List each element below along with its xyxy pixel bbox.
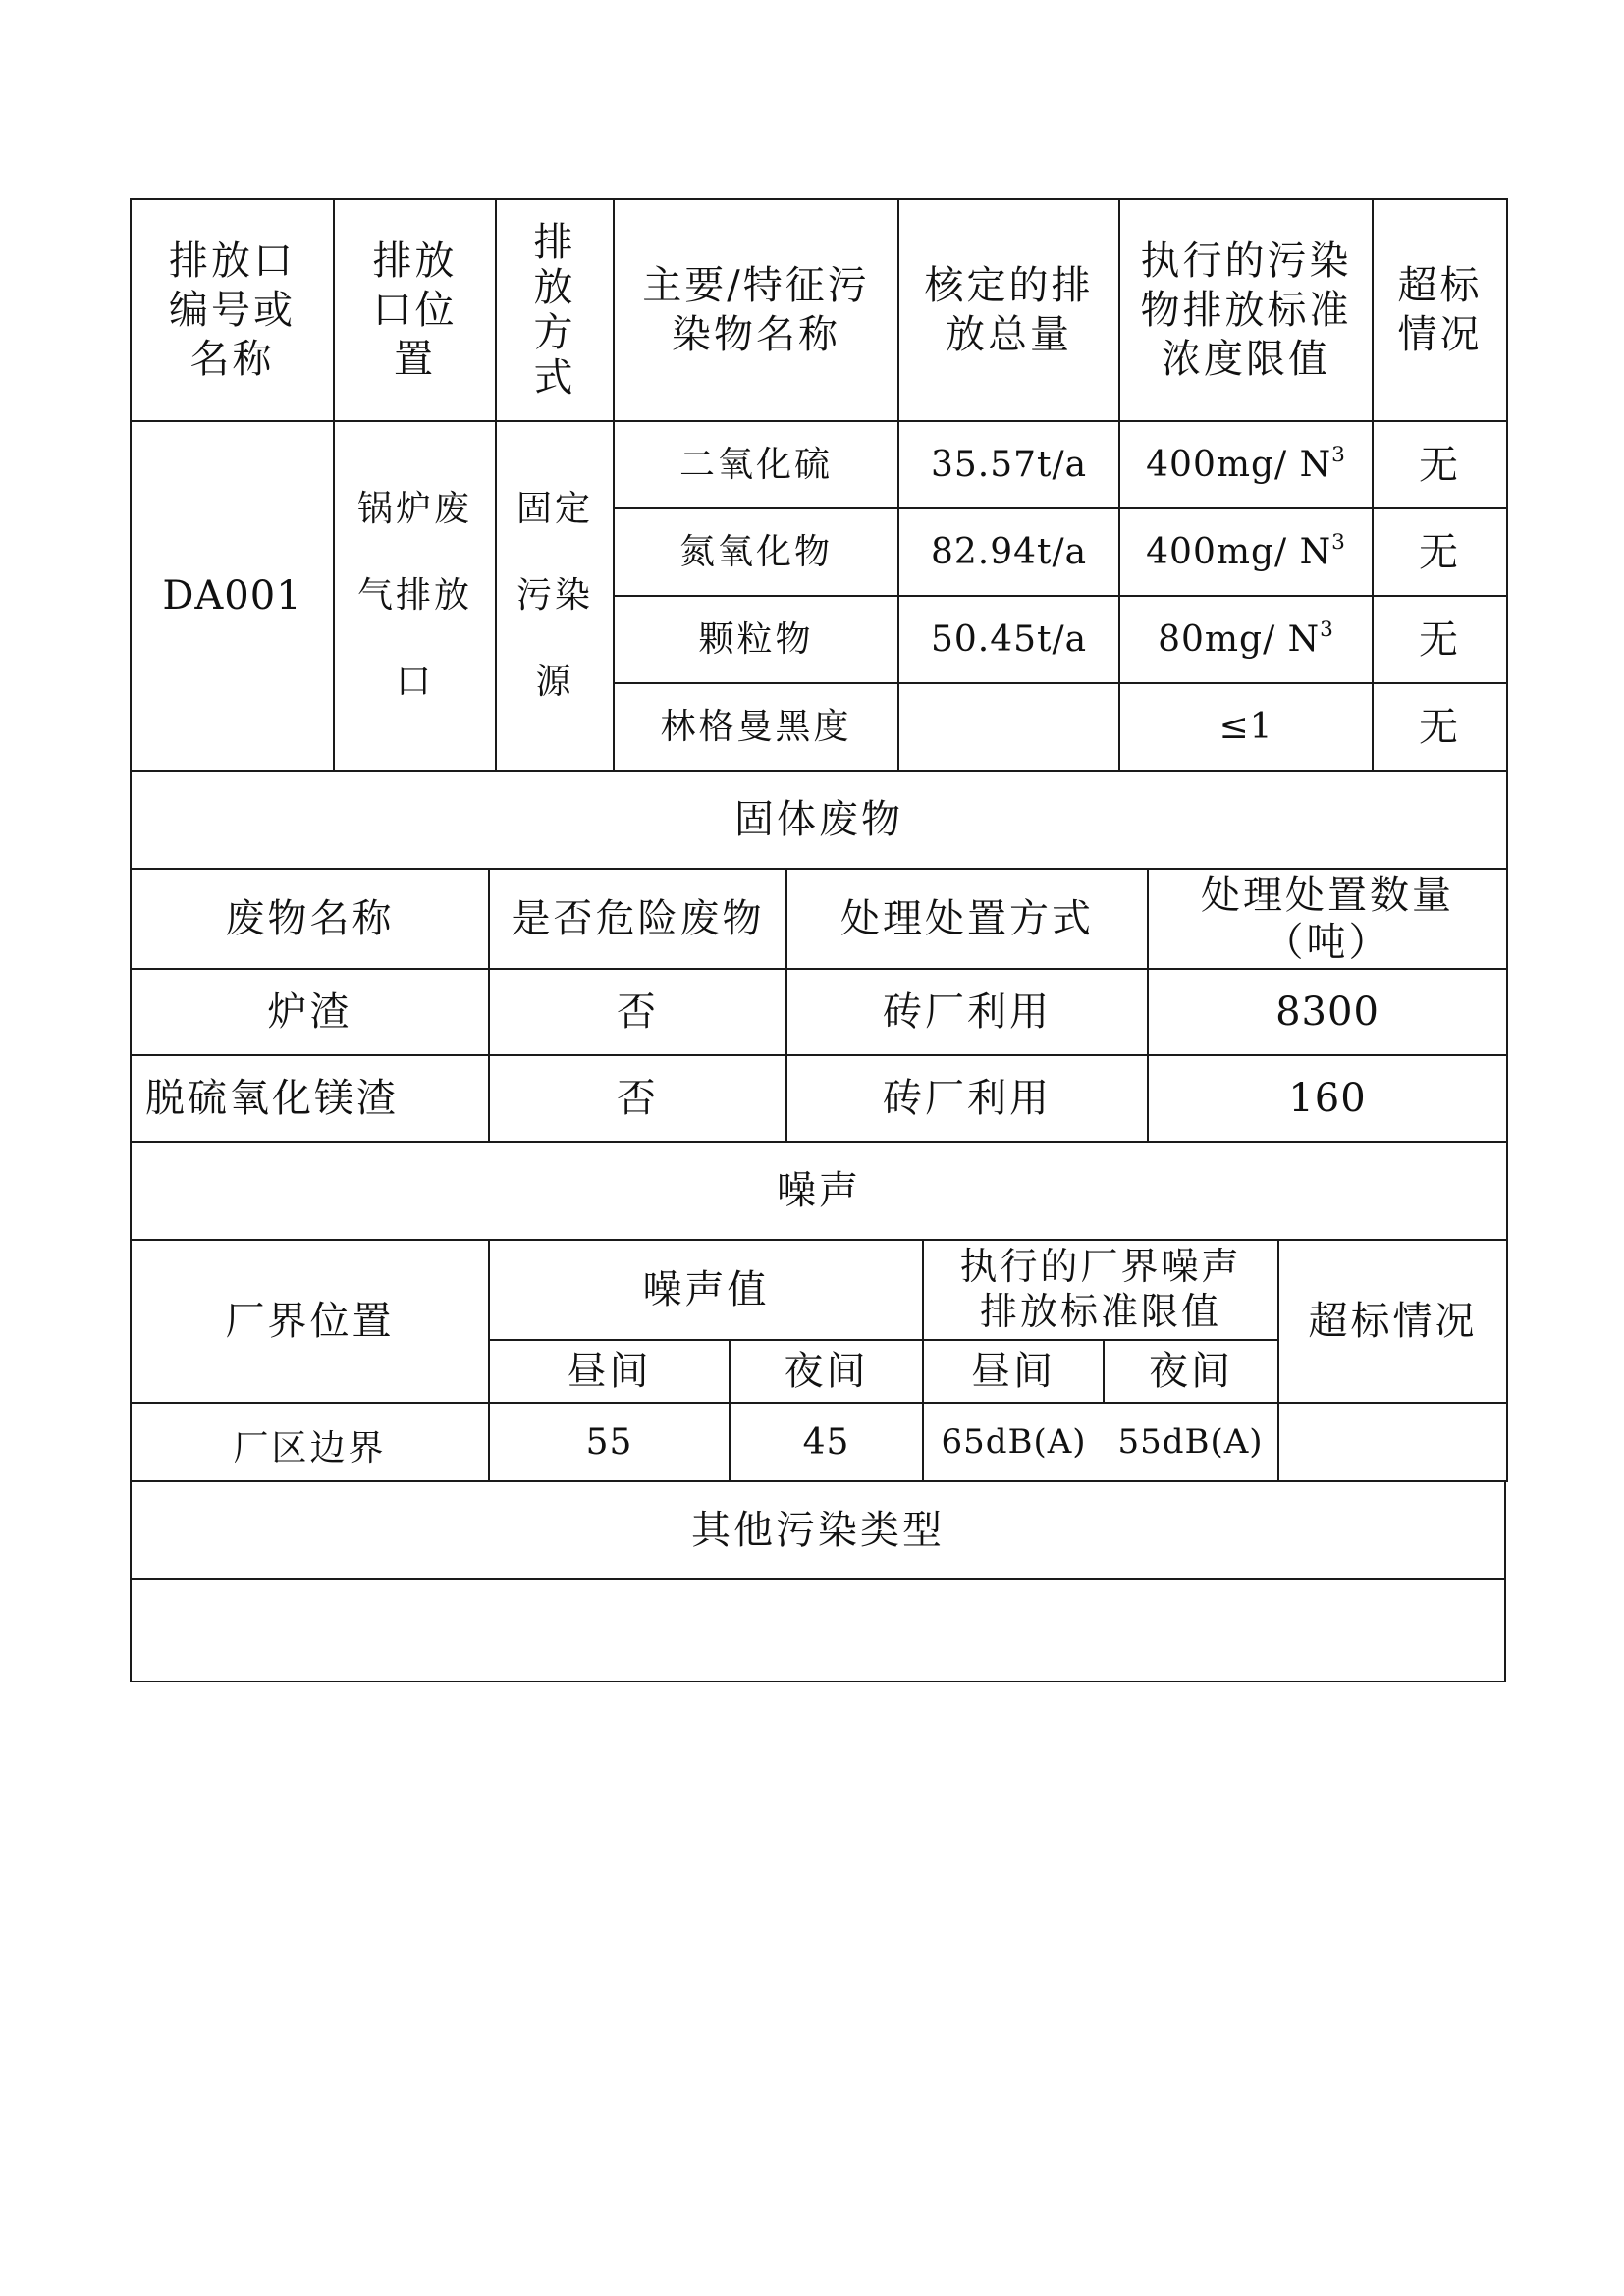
header-boundary-location: 厂界位置	[131, 1240, 489, 1403]
exceed-status: 无	[1373, 508, 1507, 596]
header-day-value: 昼间	[489, 1340, 730, 1403]
header-waste-name: 废物名称	[131, 869, 489, 969]
waste-quantity: 8300	[1148, 969, 1507, 1055]
header-limit: 执行的污染 物排放标准 浓度限值	[1119, 199, 1373, 421]
header-noise-value: 噪声值	[489, 1240, 923, 1340]
pollutant-name: 氮氧化物	[614, 508, 898, 596]
header-outlet-location: 排放 口位 置	[334, 199, 496, 421]
waste-hazardous: 否	[489, 1055, 786, 1142]
waste-quantity: 160	[1148, 1055, 1507, 1142]
emission-limit: 400mg/ $N^3$	[1119, 421, 1373, 508]
section-title-row	[131, 1142, 1507, 1240]
solid-waste-table	[130, 770, 1508, 1143]
header-outlet-id: 排放口 编号或 名称	[131, 199, 334, 421]
noise-header-row	[131, 1240, 1507, 1340]
header-discharge-method: 排 放 方 式	[496, 199, 614, 421]
header-night-value: 夜间	[730, 1340, 923, 1403]
table-row	[131, 1403, 1507, 1481]
table-row	[131, 421, 1507, 508]
emission-limit: 80mg/ $N^3$	[1119, 596, 1373, 683]
emission-limit: 400mg/ $N^3$	[1119, 508, 1373, 596]
emissions-header-row	[131, 199, 1507, 421]
section-title-row	[131, 1481, 1505, 1579]
exceed-status: 无	[1373, 683, 1507, 771]
other-pollution-content	[131, 1579, 1505, 1682]
other-pollution-title: 其他污染类型	[131, 1481, 1505, 1579]
noise-table	[130, 1141, 1508, 1482]
emission-total: 82.94t/a	[898, 508, 1119, 596]
waste-hazardous: 否	[489, 969, 786, 1055]
noise-location: 厂区边界	[131, 1403, 489, 1481]
header-disposal-method: 处理处置方式	[786, 869, 1148, 969]
header-night-limit: 夜间	[1104, 1340, 1278, 1403]
waste-method: 砖厂利用	[786, 969, 1148, 1055]
emission-total: 35.57t/a	[898, 421, 1119, 508]
header-hazardous: 是否危险废物	[489, 869, 786, 969]
header-pollutant: 主要/特征污 染物名称	[614, 199, 898, 421]
exceed-status: 无	[1373, 596, 1507, 683]
pollution-report-page	[130, 198, 1506, 1682]
noise-day-value: 55	[489, 1403, 730, 1481]
header-total: 核定的排 放总量	[898, 199, 1119, 421]
header-noise-standard: 执行的厂界噪声 排放标准限值	[923, 1240, 1278, 1340]
pollutant-name: 二氧化硫	[614, 421, 898, 508]
noise-title: 噪声	[131, 1142, 1507, 1240]
other-pollution-table	[130, 1480, 1506, 1682]
solid-waste-title: 固体废物	[131, 771, 1507, 869]
outlet-id: DA001	[131, 421, 334, 771]
discharge-method: 固定 污染 源	[496, 421, 614, 771]
section-title-row	[131, 771, 1507, 869]
header-disposal-quantity: 处理处置数量 （吨）	[1148, 869, 1507, 969]
noise-night-value: 45	[730, 1403, 923, 1481]
exceed-status: 无	[1373, 421, 1507, 508]
table-row	[131, 1579, 1505, 1682]
waste-name: 脱硫氧化镁渣	[131, 1055, 489, 1142]
header-noise-exceed: 超标情况	[1278, 1240, 1507, 1403]
noise-night-limit: 55dB(A)	[1104, 1403, 1278, 1481]
waste-name: 炉渣	[131, 969, 489, 1055]
outlet-location: 锅炉废 气排放 口	[334, 421, 496, 771]
waste-method: 砖厂利用	[786, 1055, 1148, 1142]
pollutant-name: 林格曼黑度	[614, 683, 898, 771]
header-exceed: 超标 情况	[1373, 199, 1507, 421]
emission-limit: ≤1	[1119, 683, 1373, 771]
table-row	[131, 969, 1507, 1055]
header-day-limit: 昼间	[923, 1340, 1104, 1403]
emission-total: 50.45t/a	[898, 596, 1119, 683]
solid-waste-header-row	[131, 869, 1507, 969]
emissions-table	[130, 198, 1508, 772]
noise-exceed	[1278, 1403, 1507, 1481]
table-row	[131, 1055, 1507, 1142]
noise-day-limit: 65dB(A)	[923, 1403, 1104, 1481]
emission-total	[898, 683, 1119, 771]
pollutant-name: 颗粒物	[614, 596, 898, 683]
